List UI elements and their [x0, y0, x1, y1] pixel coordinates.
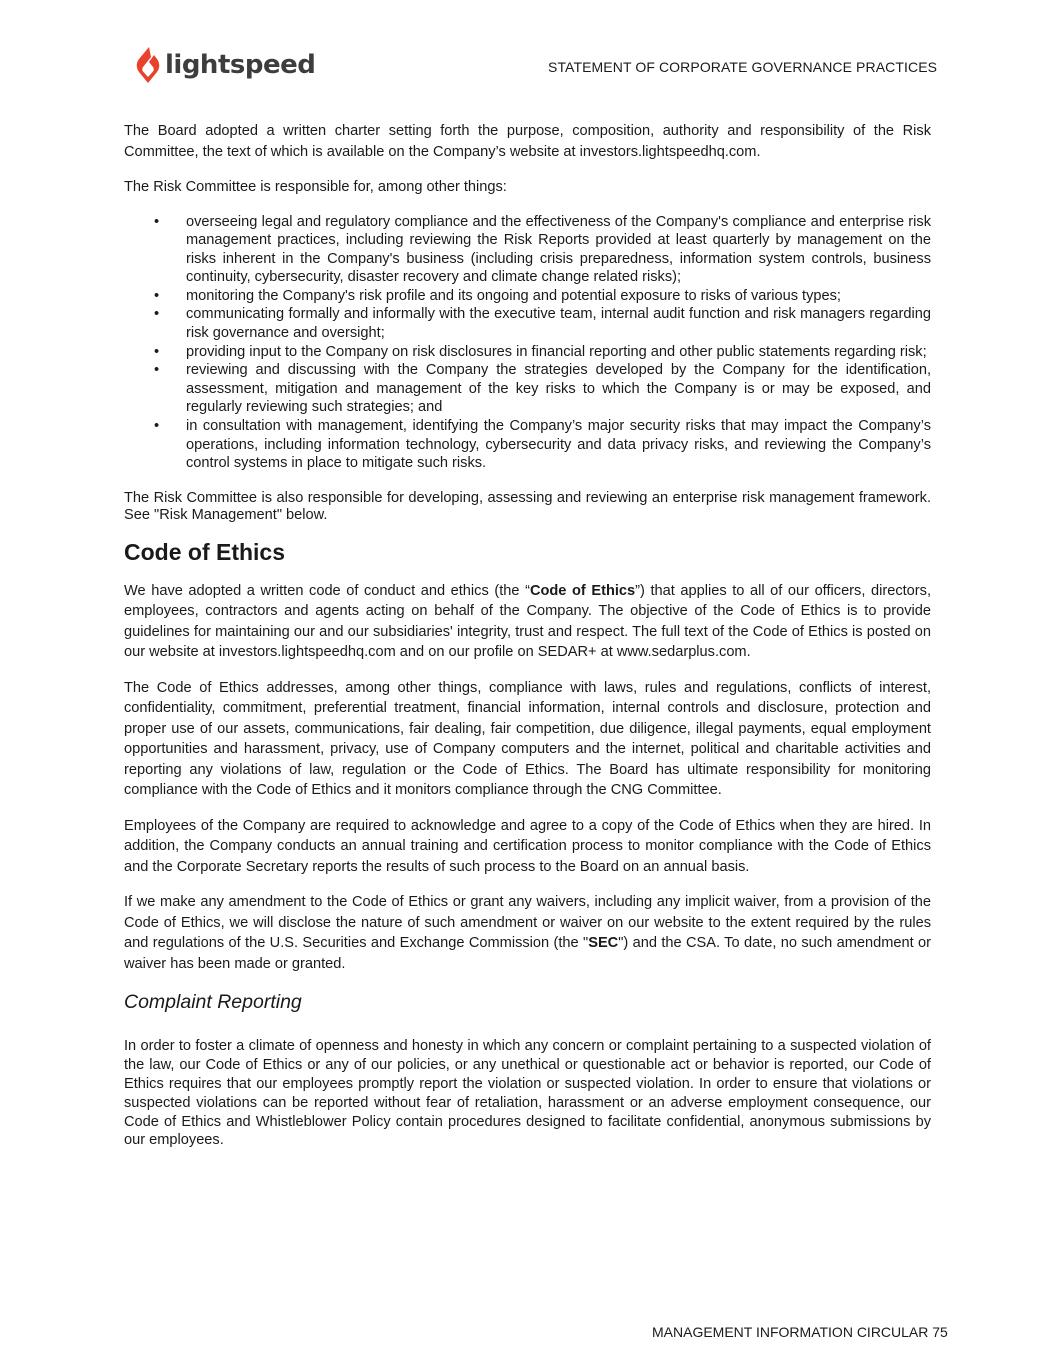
- bullet-icon: •: [154, 362, 160, 379]
- complaint-paragraph: In order to foster a climate of openness and honesty in which any concern or complaint pertaining to a suspected violation of the law, our Code of Ethics or any of our policies, or any unethical or questionable act or behavior is reported, our Code of Ethics requires that our employees promptly report the violation or suspected violation. In order to ensure that violations or suspected violations can be reported without fear of retaliation, harassment or an adverse employment consequence, our Code of Ethics and Whistleblower Policy contain procedures designed to facilitate confidential, anonymous submissions by our employees.: [124, 1038, 931, 1149]
- list-item: [124, 343, 931, 362]
- list-item: [124, 213, 931, 287]
- list-item-text: monitoring the Company's risk profile and its ongoing and potential exposure to risks of various types;: [186, 287, 841, 304]
- flame-icon: [135, 46, 161, 84]
- page-content: [124, 121, 931, 1150]
- list-item-text: reviewing and discussing with the Company the strategies developed by the Company for the identification, assessment, mitigation and management of the key risks to which the Company is or may be exposed, and regularly reviewing such strategies; and: [186, 362, 931, 416]
- bullet-icon: •: [154, 343, 160, 360]
- framework-paragraph: The Risk Committee is also responsible for developing, assessing and reviewing an enterprise risk management framework. See "Risk Management" below.: [124, 489, 931, 524]
- code-of-ethics-heading: Code of Ethics: [124, 538, 286, 565]
- bullet-icon: •: [154, 287, 160, 304]
- list-item-text: overseeing legal and regulatory compliance and the effectiveness of the Company's compliance and enterprise risk management practices, including reviewing the Risk Reports provided at least quarterly by management on the risks inherent in the Company's business (including crisis preparedness, information system controls, business continuity, cybersecurity, disaster recovery and climate change related risks);: [186, 213, 931, 286]
- lightspeed-logo: [135, 46, 315, 84]
- list-item: [124, 305, 931, 342]
- logo-wordmark: lightspeed: [165, 50, 316, 80]
- list-item-text: communicating formally and informally with the executive team, internal audit function and risk managers regarding risk governance and oversight;: [186, 306, 931, 342]
- ethics-paragraph-2: The Code of Ethics addresses, among other things, compliance with laws, rules and regulations, conflicts of interest, confidentiality, commitment, preferential treatment, financial information, internal controls and disclosure, protection and proper use of our assets, communications, fair dealing, fair competition, due diligence, illegal payments, equal employment opportunities and harassment, privacy, use of Company computers and the internet, political and charitable activities and reporting any violations of law, regulation or the Code of Ethics. The Board has ultimate responsibility for monitoring compliance with the Code of Ethics and it monitors compliance through the CNG Committee.: [124, 679, 931, 799]
- document-title: STATEMENT OF CORPORATE GOVERNANCE PRACTICES: [548, 59, 938, 75]
- responsibilities-intro: The Risk Committee is responsible for, among other things:: [124, 179, 507, 195]
- bullet-icon: •: [154, 306, 160, 323]
- responsibilities-list: [124, 213, 931, 473]
- bullet-icon: •: [154, 418, 160, 435]
- list-item: [124, 361, 931, 417]
- defined-term: SEC: [588, 935, 619, 952]
- page-footer: MANAGEMENT INFORMATION CIRCULAR 75: [652, 1324, 948, 1340]
- bullet-icon: •: [154, 213, 160, 230]
- list-item: [124, 287, 931, 306]
- defined-term: Code of Ethics: [529, 582, 636, 599]
- list-item: [124, 417, 931, 473]
- complaint-reporting-heading: Complaint Reporting: [124, 991, 302, 1014]
- charter-paragraph: The Board adopted a written charter setting forth the purpose, composition, authority and responsibility of the Risk Committee, the text of which is available on the Company’s website at investors.lightspeedhq.com.: [124, 123, 931, 160]
- list-item-text: in consultation with management, identifying the Company’s major security risks that may impact the Company’s operations, including information technology, cybersecurity and data privacy risks, and reviewing the Company’s control systems in place to mitigate such risks.: [186, 418, 931, 472]
- ethics-paragraph-1: We have adopted a written code of conduct and ethics (the “Code of Ethics”) that applies to all of our officers, directors, employees, contractors and agents acting on behalf of the Company. The objective of the Code of Ethics is to provide guidelines for maintaining our and our subsidiaries' integrity, trust and respect. The full text of the Code of Ethics is posted on our website at investors.lightspeedhq.com and on our profile on SEDAR+ at www.sedarplus.com.: [124, 582, 931, 661]
- ethics-paragraph-3: Employees of the Company are required to acknowledge and agree to a copy of the Code of Ethics when they are hired. In addition, the Company conducts an annual training and certification process to monitor compliance with the Code of Ethics and the Corporate Secretary reports the results of such process to the Board on an annual basis.: [124, 817, 931, 875]
- ethics-paragraph-4: If we make any amendment to the Code of Ethics or grant any waivers, including any implicit waiver, from a provision of the Code of Ethics, we will disclose the nature of such amendment or waiver on our website to the extent required by the rules and regulations of the U.S. Securities and Exchange Commission (the "SEC") and the CSA. To date, no such amendment or waiver has been made or granted.: [124, 894, 931, 972]
- list-item-text: providing input to the Company on risk disclosures in financial reporting and other public statements regarding risk;: [186, 343, 927, 360]
